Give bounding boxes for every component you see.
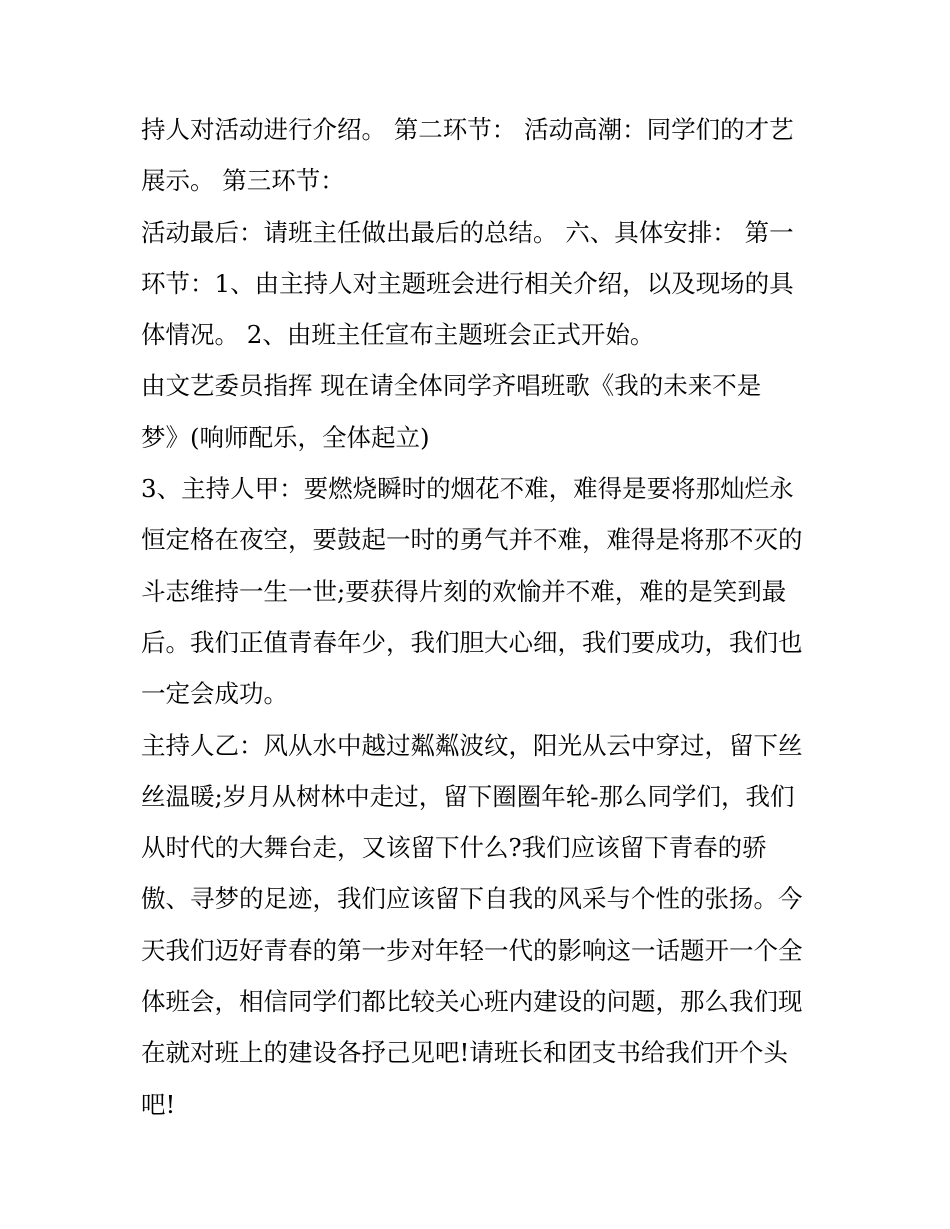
text-line: 丝温暖;岁月从树林中走过，留下圈圈年轮-那么同学们，我们 <box>141 781 795 811</box>
text-line: 3、主持人甲：要燃烧瞬时的烟花不难，难得是要将那灿烂永 <box>141 474 794 504</box>
text-line: 体班会，相信同学们都比较关心班内建设的问题，那么我们现 <box>141 987 803 1017</box>
text-line: 在就对班上的建设各抒己见吧!请班长和团支书给我们开个头 <box>141 1038 788 1068</box>
text-line: 从时代的大舞台走，又该留下什么?我们应该留下青春的骄 <box>141 833 767 863</box>
body-text <box>141 104 821 1130</box>
text-line: 后。我们正值青春年少，我们胆大心细，我们要成功，我们也 <box>141 627 803 657</box>
text-line: 梦》(响师配乐，全体起立) <box>141 422 430 452</box>
text-line: 体情况。 2、由班主任宣布主题班会正式开始。 <box>141 320 655 350</box>
text-line: 活动最后：请班主任做出最后的总结。 六、具体安排： 第一 <box>141 217 794 247</box>
text-line: 环节：1、由主持人对主题班会进行相关介绍，以及现场的具 <box>141 268 794 298</box>
text-line: 由文艺委员指挥 现在请全体同学齐唱班歌《我的未来不是 <box>141 371 762 401</box>
text-line: 傲、寻梦的足迹，我们应该留下自我的风采与个性的张扬。今 <box>141 884 803 914</box>
text-line: 展示。 第三环节： <box>141 166 345 196</box>
text-line: 斗志维持一生一世;要获得片刻的欢愉并不难，难的是笑到最 <box>141 576 787 606</box>
text-line: 恒定格在夜空，要鼓起一时的勇气并不难，难得是将那不灭的 <box>141 525 803 555</box>
text-line: 天我们迈好青春的第一步对年轻一代的影响这一话题开一个全 <box>141 935 803 965</box>
text-line: 一定会成功。 <box>141 679 288 709</box>
text-line: 持人对活动进行介绍。 第二环节： 活动高潮：同学们的才艺 <box>141 115 794 144</box>
text-line: 吧! <box>141 1089 176 1119</box>
text-line: 主持人乙：风从水中越过粼粼波纹，阳光从云中穿过，留下丝 <box>141 730 803 760</box>
